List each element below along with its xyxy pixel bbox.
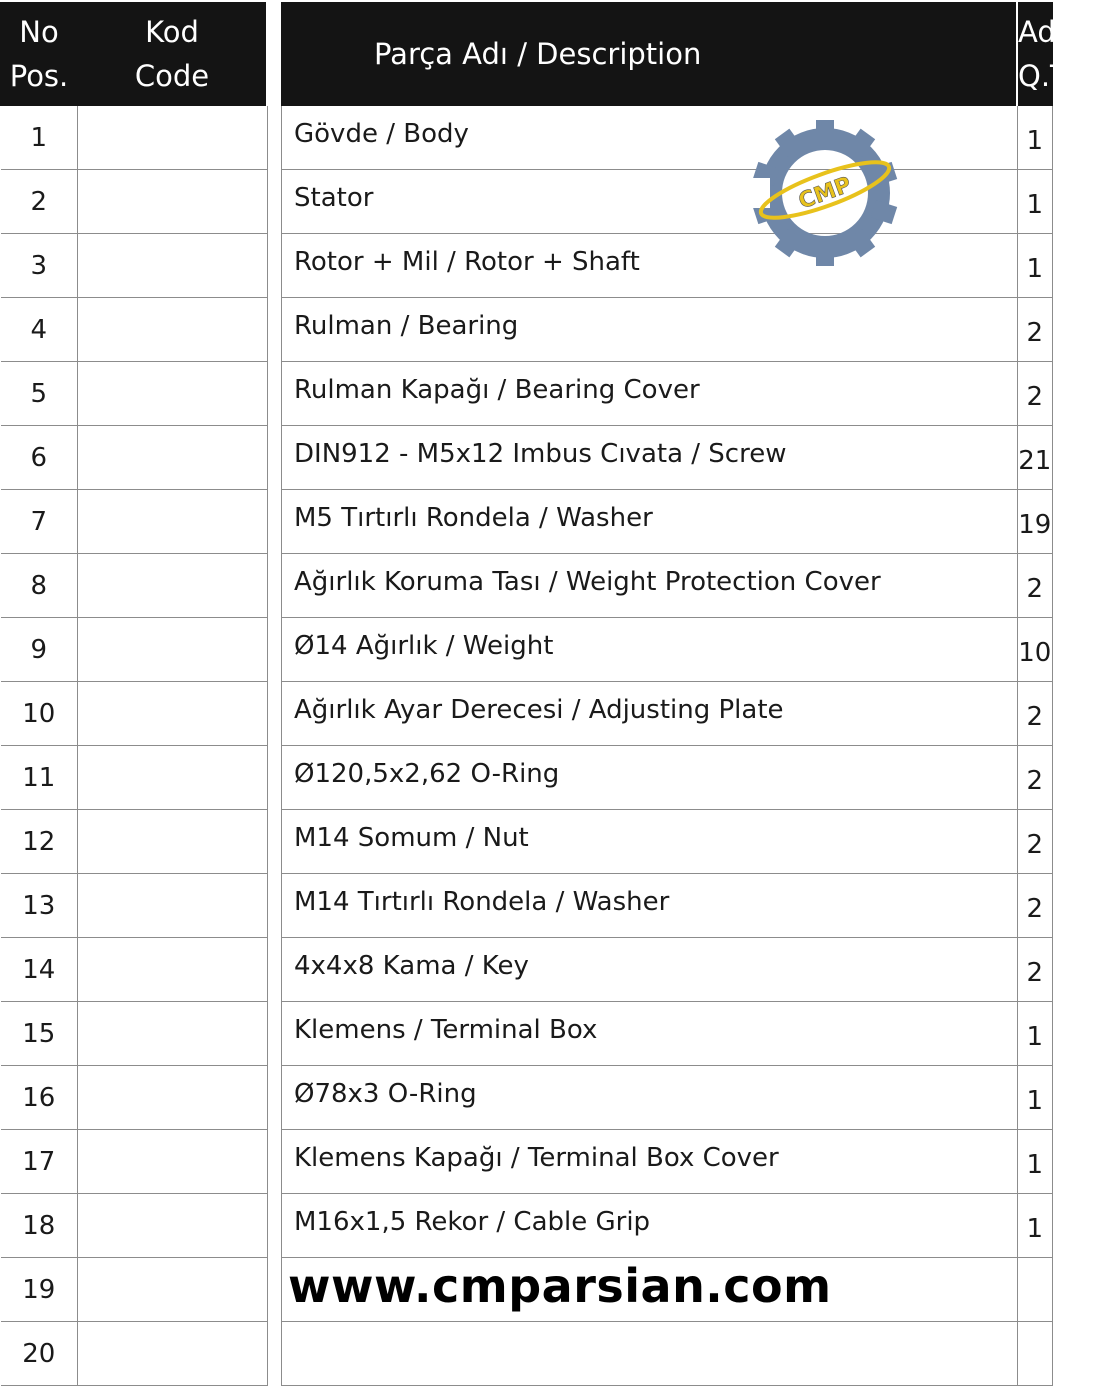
position-number: 1 <box>1 106 78 170</box>
part-quantity: 1 <box>1017 234 1053 298</box>
part-quantity: 2 <box>1017 874 1053 938</box>
table-row <box>1 106 268 170</box>
table-row <box>1 1066 268 1130</box>
part-code <box>78 1066 268 1130</box>
table-row <box>282 106 1053 170</box>
part-code <box>78 874 268 938</box>
header-qty: Q.Ty <box>1018 59 1081 93</box>
position-number: 16 <box>1 1066 78 1130</box>
position-number: 14 <box>1 938 78 1002</box>
part-code <box>78 618 268 682</box>
part-description: Klemens / Terminal Box <box>282 1002 1018 1066</box>
part-description: Ø120,5x2,62 O-Ring <box>282 746 1018 810</box>
position-number: 4 <box>1 298 78 362</box>
part-description <box>282 1322 1018 1386</box>
part-description: Ağırlık Ayar Derecesi / Adjusting Plate <box>282 682 1018 746</box>
description-qty-table <box>281 2 1085 1386</box>
table-row <box>282 1130 1053 1194</box>
part-quantity <box>1017 1322 1053 1386</box>
part-quantity: 21 <box>1017 426 1053 490</box>
part-code <box>78 234 268 298</box>
table-row <box>282 746 1053 810</box>
part-quantity: 1 <box>1017 1066 1053 1130</box>
part-description: DIN912 - M5x12 Imbus Cıvata / Screw <box>282 426 1018 490</box>
position-number: 8 <box>1 554 78 618</box>
header-pos: Pos. <box>9 59 69 93</box>
table-row <box>1 618 268 682</box>
left-table-body <box>1 106 268 1386</box>
position-number: 15 <box>1 1002 78 1066</box>
table-row <box>1 426 268 490</box>
header-code: Code <box>134 59 210 93</box>
table-row <box>282 682 1053 746</box>
position-number: 12 <box>1 810 78 874</box>
part-description: 4x4x8 Kama / Key <box>282 938 1018 1002</box>
part-quantity: 1 <box>1017 106 1053 170</box>
position-number: 19 <box>1 1258 78 1322</box>
table-row <box>1 938 268 1002</box>
part-description: Gövde / Body <box>282 106 1018 170</box>
table-row <box>1 810 268 874</box>
table-row <box>282 426 1053 490</box>
part-code <box>78 106 268 170</box>
table-row <box>1 234 268 298</box>
part-quantity: 2 <box>1017 746 1053 810</box>
part-code <box>78 682 268 746</box>
header-kod: Kod <box>145 15 199 49</box>
position-number: 7 <box>1 490 78 554</box>
table-row <box>282 170 1053 234</box>
table-row <box>282 1322 1053 1386</box>
position-number: 13 <box>1 874 78 938</box>
part-description: Ø78x3 O-Ring <box>282 1066 1018 1130</box>
part-description: Ağırlık Koruma Tası / Weight Protection Cover <box>282 554 1018 618</box>
part-quantity: 1 <box>1017 1194 1053 1258</box>
website-url: www.cmparsian.com <box>288 1259 832 1313</box>
part-description: Rulman / Bearing <box>282 298 1018 362</box>
table-row <box>1 874 268 938</box>
table-row <box>282 938 1053 1002</box>
table-row <box>1 554 268 618</box>
table-row <box>282 234 1053 298</box>
table-row <box>1 362 268 426</box>
part-quantity <box>1017 1258 1053 1322</box>
header-kod-code <box>78 3 268 106</box>
position-number: 5 <box>1 362 78 426</box>
part-code <box>78 362 268 426</box>
gear-logo-icon <box>750 118 900 268</box>
part-quantity: 1 <box>1017 1130 1053 1194</box>
position-number: 2 <box>1 170 78 234</box>
table-row <box>1 1258 268 1322</box>
table-row <box>1 170 268 234</box>
table-row <box>1 1130 268 1194</box>
logo-text: CMP <box>795 172 855 215</box>
header-adet-qty <box>1017 3 1085 106</box>
part-description: Rotor + Mil / Rotor + Shaft <box>282 234 1018 298</box>
part-description: M14 Tırtırlı Rondela / Washer <box>282 874 1018 938</box>
position-number: 10 <box>1 682 78 746</box>
part-quantity: 1 <box>1017 1002 1053 1066</box>
table-row <box>1 1194 268 1258</box>
part-code <box>78 1322 268 1386</box>
left-header-row <box>1 3 268 106</box>
table-row <box>1 746 268 810</box>
position-number: 18 <box>1 1194 78 1258</box>
part-code <box>78 298 268 362</box>
part-quantity: 1 <box>1017 170 1053 234</box>
table-row <box>282 810 1053 874</box>
part-code <box>78 1194 268 1258</box>
part-description: Klemens Kapağı / Terminal Box Cover <box>282 1130 1018 1194</box>
part-code <box>78 170 268 234</box>
table-row <box>282 490 1053 554</box>
position-number: 11 <box>1 746 78 810</box>
part-quantity: 2 <box>1017 938 1053 1002</box>
part-description: M14 Somum / Nut <box>282 810 1018 874</box>
right-table-body <box>282 106 1053 1386</box>
table-row <box>282 554 1053 618</box>
part-description: Rulman Kapağı / Bearing Cover <box>282 362 1018 426</box>
header-no: No <box>19 15 59 49</box>
table-row <box>282 618 1053 682</box>
position-number: 20 <box>1 1322 78 1386</box>
part-code <box>78 746 268 810</box>
header-no-pos <box>1 3 78 106</box>
table-row <box>282 874 1053 938</box>
part-quantity: 2 <box>1017 810 1053 874</box>
part-quantity: 19 <box>1017 490 1053 554</box>
header-adet: Adet <box>1018 15 1085 49</box>
table-row <box>282 1066 1053 1130</box>
table-row <box>1 1002 268 1066</box>
position-number: 9 <box>1 618 78 682</box>
right-header-row <box>282 3 1053 106</box>
part-code <box>78 490 268 554</box>
table-row <box>1 298 268 362</box>
part-description: Ø14 Ağırlık / Weight <box>282 618 1018 682</box>
position-code-table <box>0 2 268 1386</box>
part-quantity: 2 <box>1017 362 1053 426</box>
part-quantity: 2 <box>1017 554 1053 618</box>
table-row <box>282 362 1053 426</box>
table-row <box>1 682 268 746</box>
part-description: M5 Tırtırlı Rondela / Washer <box>282 490 1018 554</box>
table-row <box>1 1322 268 1386</box>
part-code <box>78 938 268 1002</box>
part-code <box>78 1002 268 1066</box>
header-description: Parça Adı / Description <box>282 3 1018 106</box>
position-number: 6 <box>1 426 78 490</box>
part-code <box>78 810 268 874</box>
position-number: 17 <box>1 1130 78 1194</box>
part-description: M16x1,5 Rekor / Cable Grip <box>282 1194 1018 1258</box>
part-quantity: 10 <box>1017 618 1053 682</box>
part-description: Stator <box>282 170 1018 234</box>
part-quantity: 2 <box>1017 682 1053 746</box>
part-quantity: 2 <box>1017 298 1053 362</box>
position-number: 3 <box>1 234 78 298</box>
table-row <box>1 490 268 554</box>
part-code <box>78 426 268 490</box>
part-code <box>78 554 268 618</box>
part-code <box>78 1258 268 1322</box>
part-code <box>78 1130 268 1194</box>
table-row <box>282 1002 1053 1066</box>
table-row <box>282 298 1053 362</box>
table-row <box>282 1194 1053 1258</box>
